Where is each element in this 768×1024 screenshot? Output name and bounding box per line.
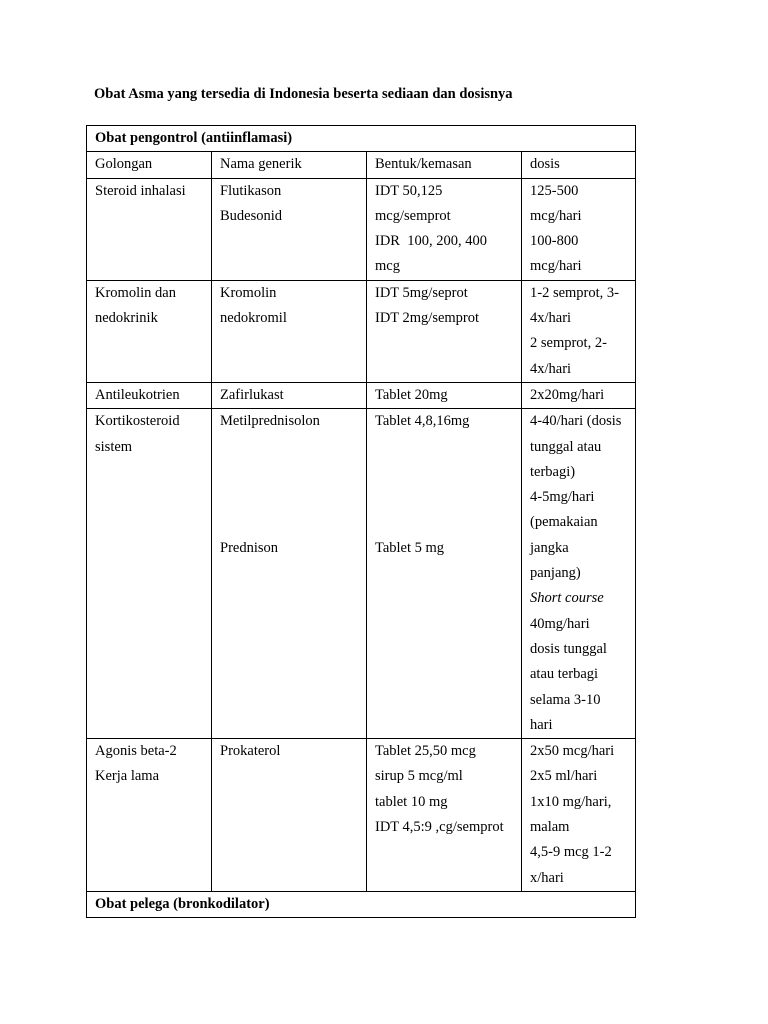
- cell-text: Zafirlukast: [220, 386, 284, 403]
- cell-nama-generik: [212, 409, 367, 739]
- cell-text: mcg/hari: [530, 258, 582, 275]
- section-row-reliever: [87, 891, 636, 917]
- table-row: [87, 178, 636, 280]
- cell-bentuk: [367, 382, 522, 408]
- cell-text: 2x20mg/hari: [530, 386, 605, 403]
- cell-bentuk: [367, 409, 522, 739]
- cell-text: sirup 5 mcg/ml: [375, 768, 463, 785]
- cell-text: tunggal atau: [530, 438, 602, 455]
- cell-text: 4-5mg/hari: [530, 489, 595, 506]
- cell-text: 2x50 mcg/hari: [530, 743, 615, 760]
- cell-text: 2x5 ml/hari: [530, 768, 598, 785]
- cell-spacer: [375, 460, 521, 485]
- cell-text: 4x/hari: [530, 310, 572, 327]
- cell-text: Kromolin dan: [95, 284, 176, 301]
- cell-text: Budesonid: [220, 207, 283, 224]
- cell-text: 100-800: [530, 233, 579, 250]
- cell-text: nedokromil: [220, 310, 287, 327]
- header-row: [87, 152, 636, 178]
- cell-dosis: [522, 280, 636, 382]
- cell-text: dosis tunggal: [530, 640, 607, 657]
- cell-bentuk: [367, 739, 522, 892]
- cell-text: Tablet 20mg: [375, 386, 448, 403]
- cell-text: 125-500: [530, 182, 579, 199]
- cell-text: panjang): [530, 565, 581, 582]
- cell-text: atau terbagi: [530, 666, 599, 683]
- document-title: Obat Asma yang tersedia di Indonesia beserta sediaan dan dosisnya: [94, 86, 513, 102]
- cell-text: Kerja lama: [95, 768, 160, 785]
- cell-text: tablet 10 mg: [375, 793, 448, 810]
- cell-text: malam: [530, 819, 570, 836]
- cell-nama-generik: [212, 382, 367, 408]
- cell-dosis: [522, 178, 636, 280]
- table-row: [87, 739, 636, 892]
- cell-nama-generik: [212, 280, 367, 382]
- cell-text: 1x10 mg/hari,: [530, 793, 612, 810]
- cell-text: nedokrinik: [95, 310, 158, 327]
- cell-text: Tablet 4,8,16mg: [375, 413, 470, 430]
- cell-text-italic: Short course: [530, 590, 604, 607]
- cell-text: Flutikason: [220, 182, 282, 199]
- cell-spacer: [220, 485, 366, 510]
- section-title-controller: Obat pengontrol (antiinflamasi): [87, 126, 636, 152]
- cell-text: 2 semprot, 2-: [530, 335, 607, 352]
- cell-text: jangka: [530, 539, 569, 556]
- asthma-drug-table: [86, 125, 636, 918]
- cell-text: hari: [530, 716, 553, 733]
- cell-dosis: [522, 409, 636, 739]
- cell-spacer: [375, 435, 521, 460]
- cell-text: Metilprednisolon: [220, 413, 320, 430]
- cell-golongan: [87, 178, 212, 280]
- cell-text: mcg/semprot: [375, 207, 451, 224]
- cell-text: IDT 50,125: [375, 182, 443, 199]
- cell-text: IDT 5mg/seprot: [375, 284, 468, 301]
- cell-text: Tablet 5 mg: [375, 539, 445, 556]
- cell-text: Kromolin: [220, 284, 277, 301]
- cell-golongan: [87, 280, 212, 382]
- header-golongan: Golongan: [87, 152, 212, 178]
- cell-text: mcg: [375, 258, 400, 275]
- section-row-controller: [87, 126, 636, 152]
- cell-spacer: [220, 460, 366, 485]
- cell-text: terbagi): [530, 463, 576, 480]
- cell-text: 40mg/hari: [530, 615, 590, 632]
- cell-text: Agonis beta-2: [95, 743, 177, 760]
- cell-text: Kortikosteroid: [95, 413, 180, 430]
- cell-text: IDT 4,5:9 ,cg/semprot: [375, 819, 504, 836]
- cell-text: IDT 2mg/semprot: [375, 310, 480, 327]
- cell-bentuk: [367, 178, 522, 280]
- cell-nama-generik: [212, 739, 367, 892]
- header-dosis: dosis: [522, 152, 636, 178]
- cell-text: selama 3-10: [530, 691, 601, 708]
- cell-text: sistem: [95, 438, 133, 455]
- table-row: [87, 409, 636, 739]
- cell-text: Steroid inhalasi: [95, 182, 186, 199]
- section-title-reliever: Obat pelega (bronkodilator): [87, 891, 636, 917]
- cell-spacer: [220, 435, 366, 460]
- cell-spacer: [375, 510, 521, 535]
- cell-nama-generik: [212, 178, 367, 280]
- cell-text: mcg/hari: [530, 207, 582, 224]
- header-nama-generik: Nama generik: [212, 152, 367, 178]
- cell-text: Prednison: [220, 539, 278, 556]
- table-row: [87, 280, 636, 382]
- cell-text: Prokaterol: [220, 743, 281, 760]
- cell-text: IDR 100, 200, 400: [375, 233, 487, 250]
- cell-golongan: [87, 739, 212, 892]
- cell-text: Antileukotrien: [95, 386, 180, 403]
- cell-text: 4x/hari: [530, 360, 572, 377]
- cell-dosis: [522, 739, 636, 892]
- cell-text: Tablet 25,50 mcg: [375, 743, 476, 760]
- cell-text: (pemakaian: [530, 514, 598, 531]
- table-row: [87, 382, 636, 408]
- cell-text: 4,5-9 mcg 1-2: [530, 844, 612, 861]
- header-bentuk-kemasan: Bentuk/kemasan: [367, 152, 522, 178]
- cell-spacer: [220, 510, 366, 535]
- cell-golongan: [87, 409, 212, 739]
- cell-text: 1-2 semprot, 3-: [530, 284, 619, 301]
- cell-bentuk: [367, 280, 522, 382]
- cell-text: 4-40/hari (dosis: [530, 413, 622, 430]
- cell-golongan: [87, 382, 212, 408]
- cell-dosis: [522, 382, 636, 408]
- cell-spacer: [375, 485, 521, 510]
- cell-text: x/hari: [530, 869, 564, 886]
